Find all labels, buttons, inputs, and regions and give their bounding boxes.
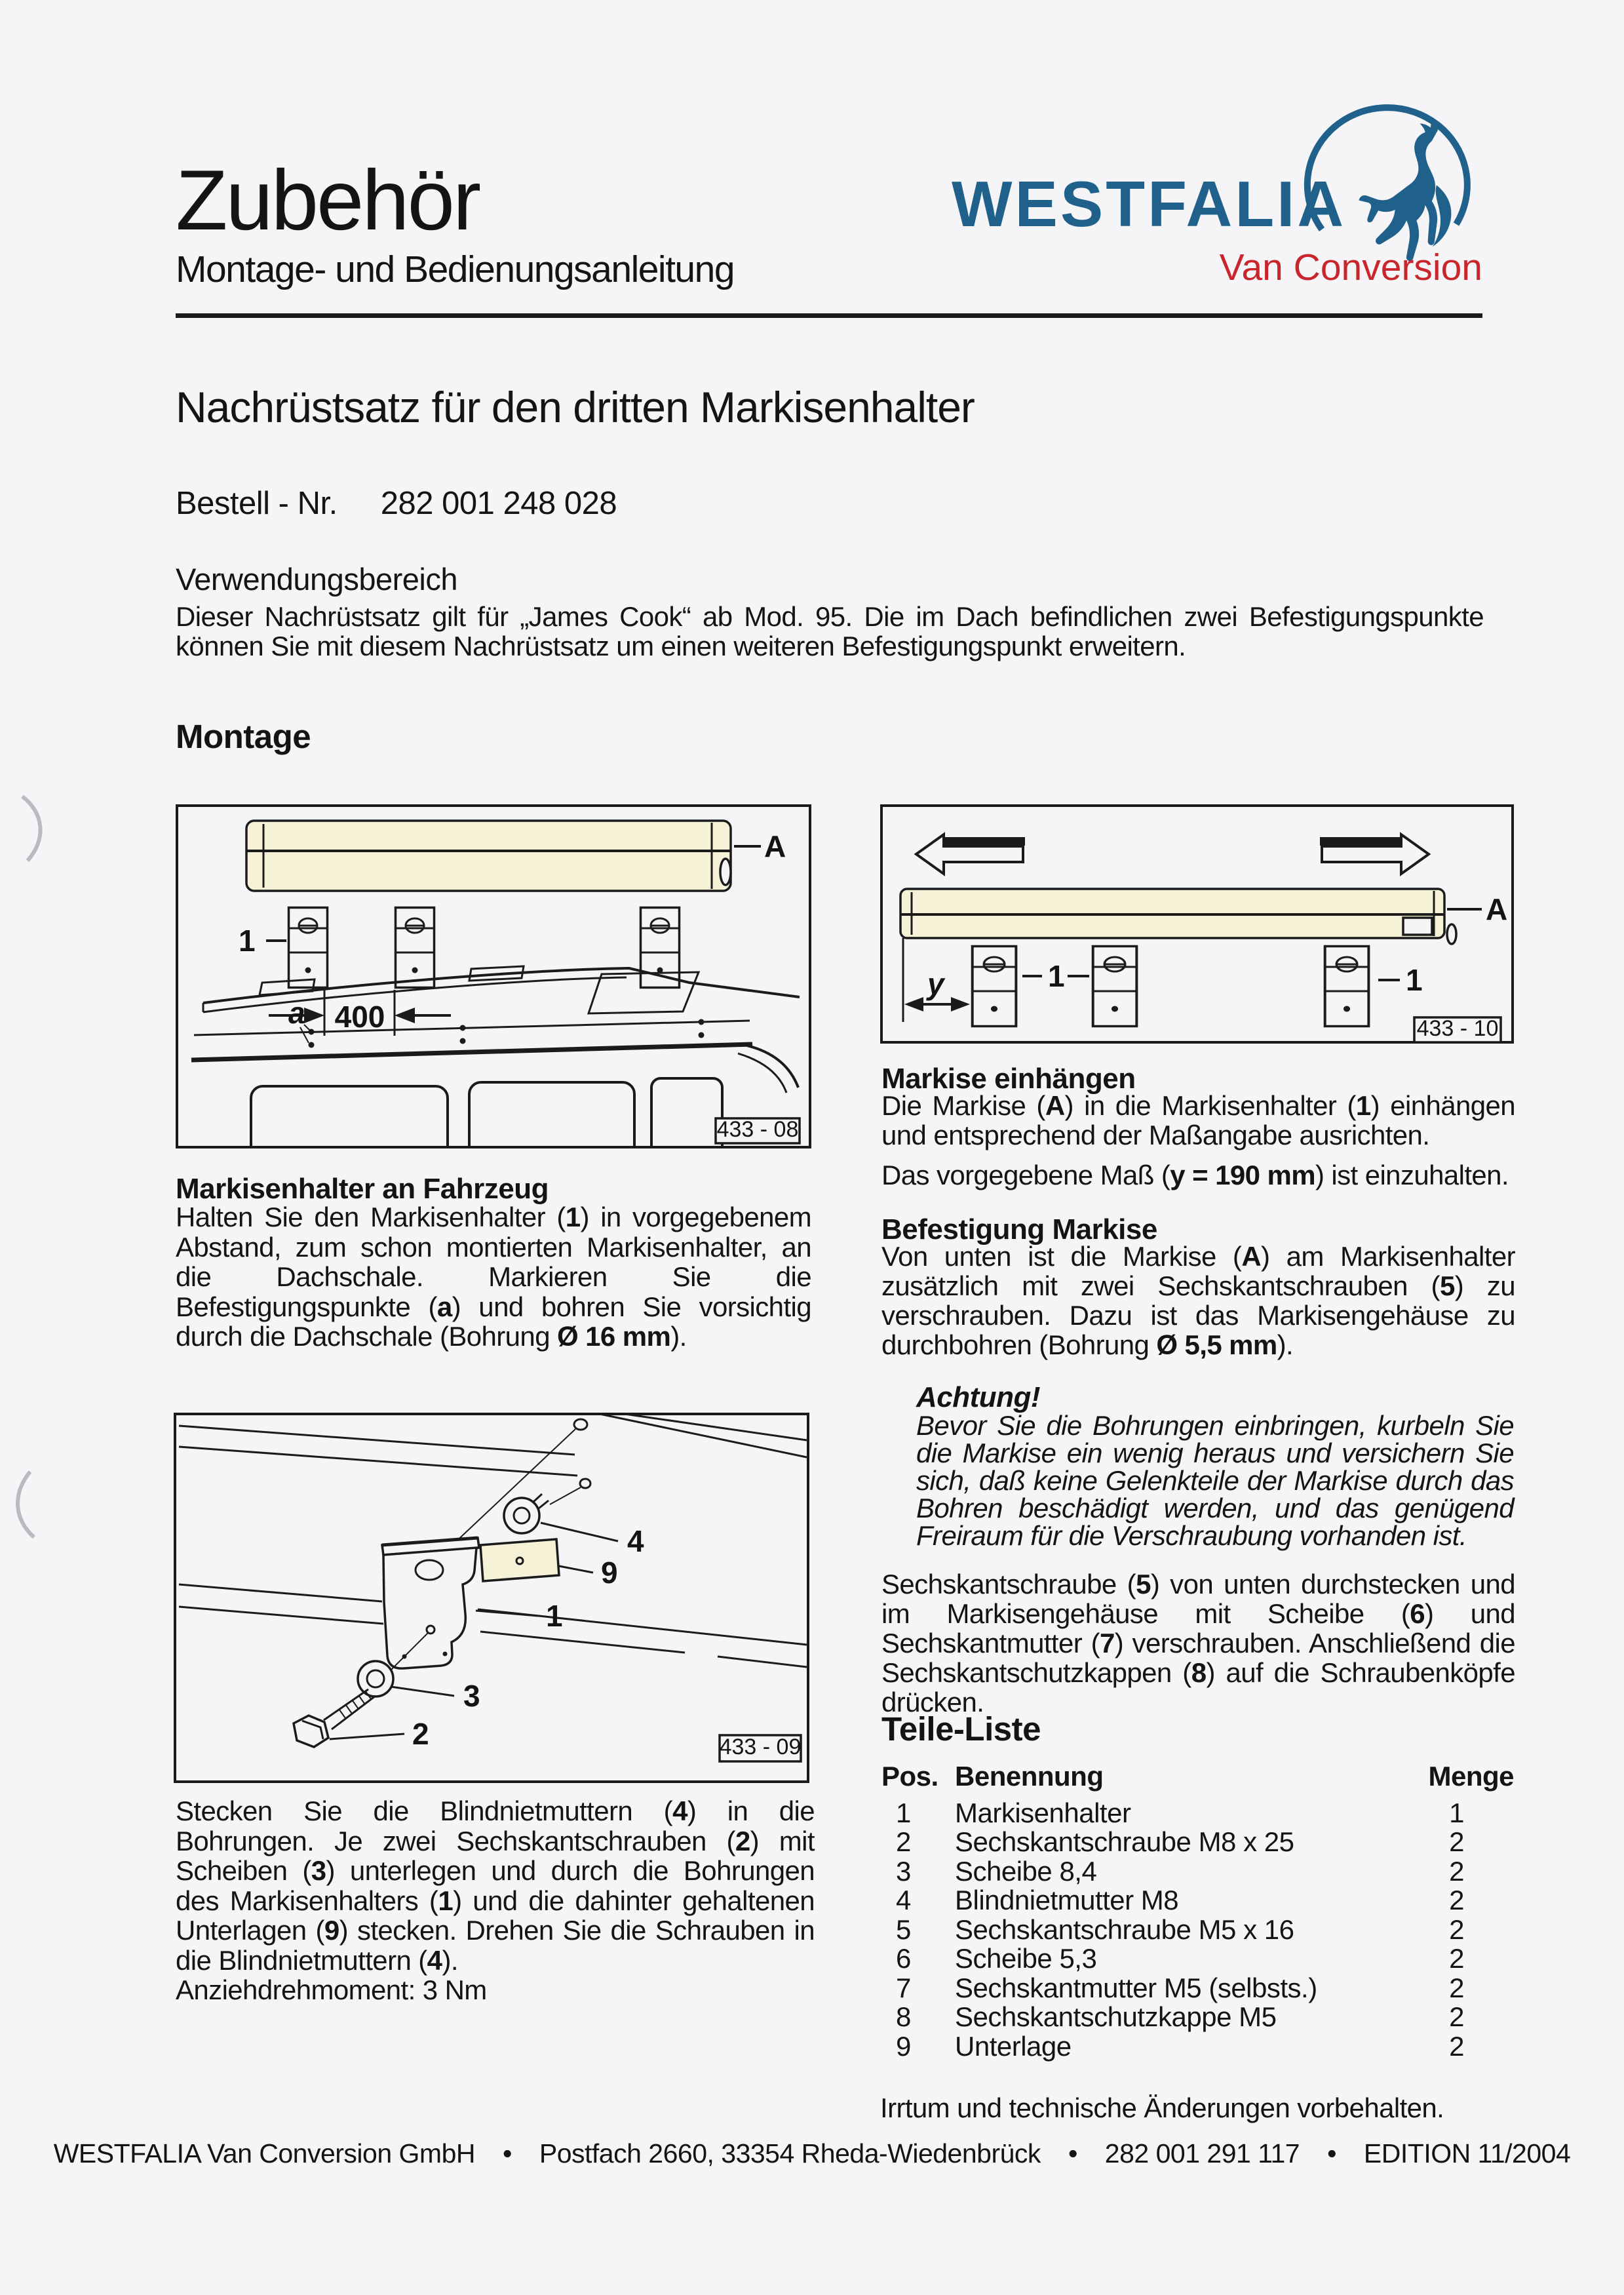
hex-screw-icon <box>294 1716 328 1747</box>
figure-roof-mounting <box>176 804 811 1148</box>
befestigung-heading: Befestigung Markise <box>881 1213 1157 1246</box>
table-row: 1 Markisenhalter 1 <box>896 1797 1464 1828</box>
footer-separator: • <box>503 2138 512 2168</box>
label-points: a <box>288 996 305 1030</box>
footer-separator: • <box>1068 2138 1077 2168</box>
label-washer: 3 <box>463 1679 480 1713</box>
stecken-text: Stecken Sie die Blindnietmuttern (4) in die Bohrungen. Je zwei Sechskantschrauben (2) mit Scheiben (3) unterlegen und durch die Bohrungen des Markisenhalters (1) und die dahinter gehaltenen Unterlagen (9) stecken. Drehen Sie die Schrauben in die Blindnietmuttern (4). <box>176 1795 815 1976</box>
label-pad: 9 <box>601 1556 618 1590</box>
achtung-text: Bevor Sie die Bohrungen einbringen, kurbeln Sie die Markise ein wenig heraus und versichern Sie sich, daß keine Gelenkteile der Markise durch das Bohren beschädigt werden, und das genügend Freiraum für die Verschraubung vorhanden ist. <box>916 1410 1514 1551</box>
label-bracket-right: 1 <box>1406 963 1423 997</box>
label-rivet-nut: 4 <box>627 1524 644 1558</box>
figure-number: 433 - 10 <box>1416 1016 1499 1041</box>
label-awning: A <box>764 829 786 863</box>
parts-table-header <box>881 1761 1514 1790</box>
bracket-body <box>383 1548 476 1668</box>
footer-company: WESTFALIA Van Conversion GmbH <box>53 2138 475 2168</box>
awning-pull-tab <box>1447 924 1456 944</box>
table-row: 8 Sechskantschutzkappe M5 2 <box>896 2001 1464 2032</box>
stecken-block <box>176 1796 815 2005</box>
achtung-heading: Achtung! <box>916 1381 1041 1413</box>
table-row: 7 Sechskantmutter M5 (selbsts.) 2 <box>896 1972 1464 2003</box>
page-subtitle: Montage- und Bedienungsanleitung <box>176 248 735 290</box>
einhaengen-text: Die Markise (A) in die Markisenhalter (1) einhängen und entsprechend der Maßangabe ausrichten. <box>881 1090 1515 1150</box>
figure-awning-alignment <box>880 804 1514 1044</box>
footer-line <box>0 2138 1624 2169</box>
fahrzeug-heading: Markisenhalter an Fahrzeug <box>176 1173 549 1205</box>
teile-liste-heading: Teile-Liste <box>881 1710 1041 1748</box>
mass-text: Das vorgegebene Maß (y = 190 mm) ist einzuhalten. <box>881 1160 1509 1190</box>
label-awning: A <box>1486 892 1508 926</box>
fahrzeug-text: Halten Sie den Markisenhalter (1) in vorgegebenem Abstand, zum schon montierten Markisenhalter, an die Dachschale. Markieren Sie die Befestigungspunkte (a) und bohren Sie vorsichtig durch die Dachschale (Bohrung Ø 16 mm). <box>176 1202 812 1352</box>
verwendung-text: Dieser Nachrüstsatz gilt für „James Cook“ ab Mod. 95. Die im Dach befindlichen zwei Befestigungspunkte können Sie mit diesem Nachrüstsatz um einen weiteren Befestigungspunkt erweitern. <box>176 601 1484 661</box>
table-row: 6 Scheibe 5,3 2 <box>896 1943 1464 1974</box>
befestigung-text: Von unten ist die Markise (A) am Markisenhalter zusätzlich mit zwei Sechskantschrauben (5) zu verschrauben. Dazu ist das Markisengehäuse zu durchbohren (Bohrung Ø 5,5 mm). <box>881 1241 1515 1360</box>
rivet-nut-icon <box>504 1498 539 1533</box>
dimension-y: y <box>927 967 944 1001</box>
order-label: Bestell - Nr. <box>176 486 338 521</box>
washer-icon <box>358 1661 393 1697</box>
verwendung-heading: Verwendungsbereich <box>176 562 457 597</box>
col-pos: Pos. <box>881 1761 938 1792</box>
doc-title: Nachrüstsatz für den dritten Markisenhalter <box>176 383 975 431</box>
footer-edition: EDITION 11/2004 <box>1363 2138 1571 2168</box>
table-row: 5 Sechskantschraube M5 x 16 2 <box>896 1913 1464 1945</box>
awning-pull-tab <box>720 859 731 885</box>
backing-pad <box>480 1539 559 1581</box>
awning-bar <box>246 821 731 891</box>
figure-exploded-bracket <box>174 1413 809 1783</box>
westfalia-wordmark: WESTFALIA <box>952 168 1347 240</box>
disclaimer-note: Irrtum und technische Änderungen vorbehalten. <box>880 2092 1444 2123</box>
table-row: 9 Unterlage 2 <box>896 2030 1464 2062</box>
order-number: 282 001 248 028 <box>380 486 617 521</box>
anzieh-text: Anziehdrehmoment: 3 Nm <box>176 1974 487 2005</box>
table-row: 3 Scheibe 8,4 2 <box>896 1855 1464 1887</box>
label-screw: 2 <box>412 1717 429 1751</box>
footer-separator: • <box>1327 2138 1336 2168</box>
figure-number: 433 - 08 <box>716 1117 799 1142</box>
label-bracket-left: 1 <box>1048 959 1065 993</box>
montage-heading: Montage <box>176 718 311 755</box>
van-conversion-wordmark: Van Conversion <box>1219 246 1482 288</box>
col-name: Benennung <box>955 1761 1104 1792</box>
footer-partnumber: 282 001 291 117 <box>1104 2138 1300 2168</box>
table-row: 4 Blindnietmutter M8 2 <box>896 1885 1464 1915</box>
table-row: 2 Sechskantschraube M8 x 25 2 <box>896 1826 1464 1857</box>
scan-artifact <box>13 790 66 869</box>
figure-number: 433 - 09 <box>719 1735 802 1759</box>
scan-artifact <box>10 1465 63 1544</box>
label-bracket: 1 <box>239 924 256 958</box>
header-rule <box>176 313 1482 318</box>
dimension-400: 400 <box>334 1000 385 1034</box>
westfalia-horse-icon <box>1301 100 1477 265</box>
einhaengen-heading: Markise einhängen <box>881 1063 1136 1095</box>
parts-table <box>881 1761 1514 2060</box>
col-qty: Menge <box>1428 1761 1514 1792</box>
order-number-line <box>176 485 617 522</box>
page-title: Zubehör <box>176 152 480 248</box>
footer-address: Postfach 2660, 33354 Rheda-Wiedenbrück <box>539 2138 1041 2168</box>
sechskant-text: Sechskantschraube (5) von unten durchstecken und im Markisengehäuse mit Scheibe (6) und Sechskantmutter (7) verschrauben. Anschließend die Sechskantschutzkappen (8) auf die Schraubenköpfe drücken. <box>881 1569 1516 1717</box>
label-bracket: 1 <box>546 1599 563 1633</box>
